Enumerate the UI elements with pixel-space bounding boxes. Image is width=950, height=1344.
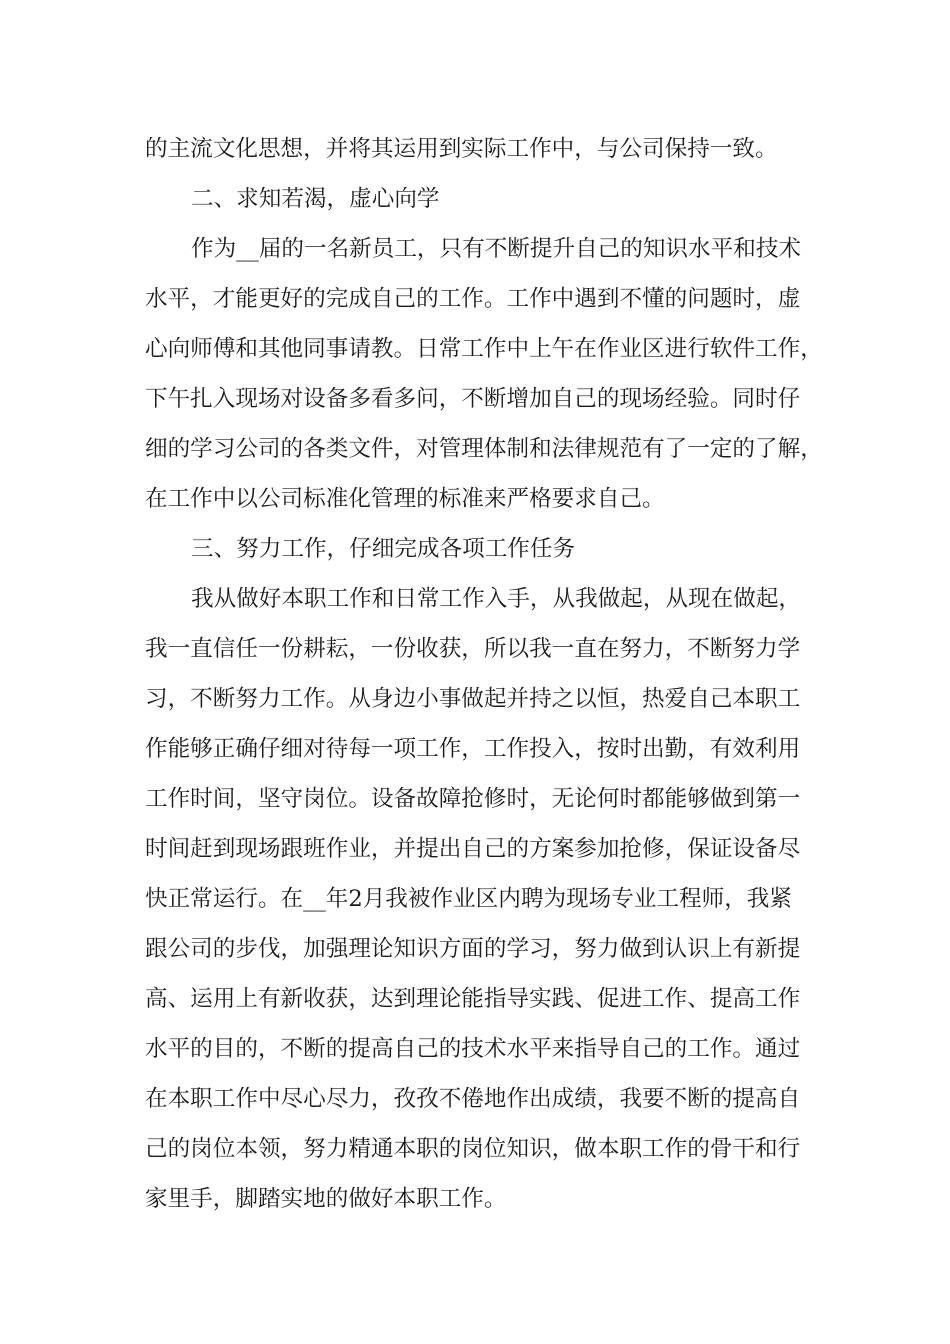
text-line: 时间赶到现场跟班作业，并提出自己的方案参加抢修，保证设备尽 — [145, 836, 801, 862]
text-line: 水平的目的，不断的提高自己的技术水平来指导自己的工作。通过 — [145, 1036, 801, 1062]
text-line: 我从做好本职工作和日常工作入手，从我做起，从现在做起， — [191, 586, 802, 612]
text-line: 家里手，脚踏实地的做好本职工作。 — [145, 1186, 507, 1212]
text-line: 的主流文化思想，并将其运用到实际工作中，与公司保持一致。 — [145, 136, 778, 162]
text-line: 高、运用上有新收获，达到理论能指导实践、促进工作、提高工作 — [145, 986, 801, 1012]
text-line: 下午扎入现场对设备多看多问，不断增加自己的现场经验。同时仔 — [145, 386, 801, 412]
text-line: 跟公司的步伐，加强理论知识方面的学习，努力做到认识上有新提 — [145, 936, 801, 962]
text-line: 细的学习公司的各类文件，对管理体制和法律规范有了一定的了解， — [145, 436, 823, 462]
section-heading: 三、努力工作，仔细完成各项工作任务 — [191, 536, 576, 562]
text-line: 在本职工作中尽心尽力，孜孜不倦地作出成绩，我要不断的提高自 — [145, 1086, 801, 1112]
text-line: 作能够正确仔细对待每一项工作，工作投入，按时出勤，有效利用 — [145, 736, 801, 762]
text-line: 心向师傅和其他同事请教。日常工作中上午在作业区进行软件工作， — [145, 336, 823, 362]
text-line: 习，不断努力工作。从身边小事做起并持之以恒，热爱自己本职工 — [145, 686, 801, 712]
text-line: 快正常运行。在__年2月我被作业区内聘为现场专业工程师，我紧 — [145, 886, 792, 912]
section-heading: 二、求知若渴，虚心向学 — [191, 186, 440, 212]
text-line: 水平，才能更好的完成自己的工作。工作中遇到不懂的问题时，虚 — [145, 286, 801, 312]
text-line: 己的岗位本领，努力精通本职的岗位知识，做本职工作的骨干和行 — [145, 1136, 801, 1162]
text-line: 工作时间，坚守岗位。设备故障抢修时，无论何时都能够做到第一 — [145, 786, 801, 812]
text-line: 我一直信任一份耕耘，一份收获，所以我一直在努力，不断努力学 — [145, 636, 801, 662]
text-line: 作为__届的一名新员工，只有不断提升自己的知识水平和技术 — [191, 236, 802, 262]
text-line: 在工作中以公司标准化管理的标准来严格要求自己。 — [145, 486, 665, 512]
